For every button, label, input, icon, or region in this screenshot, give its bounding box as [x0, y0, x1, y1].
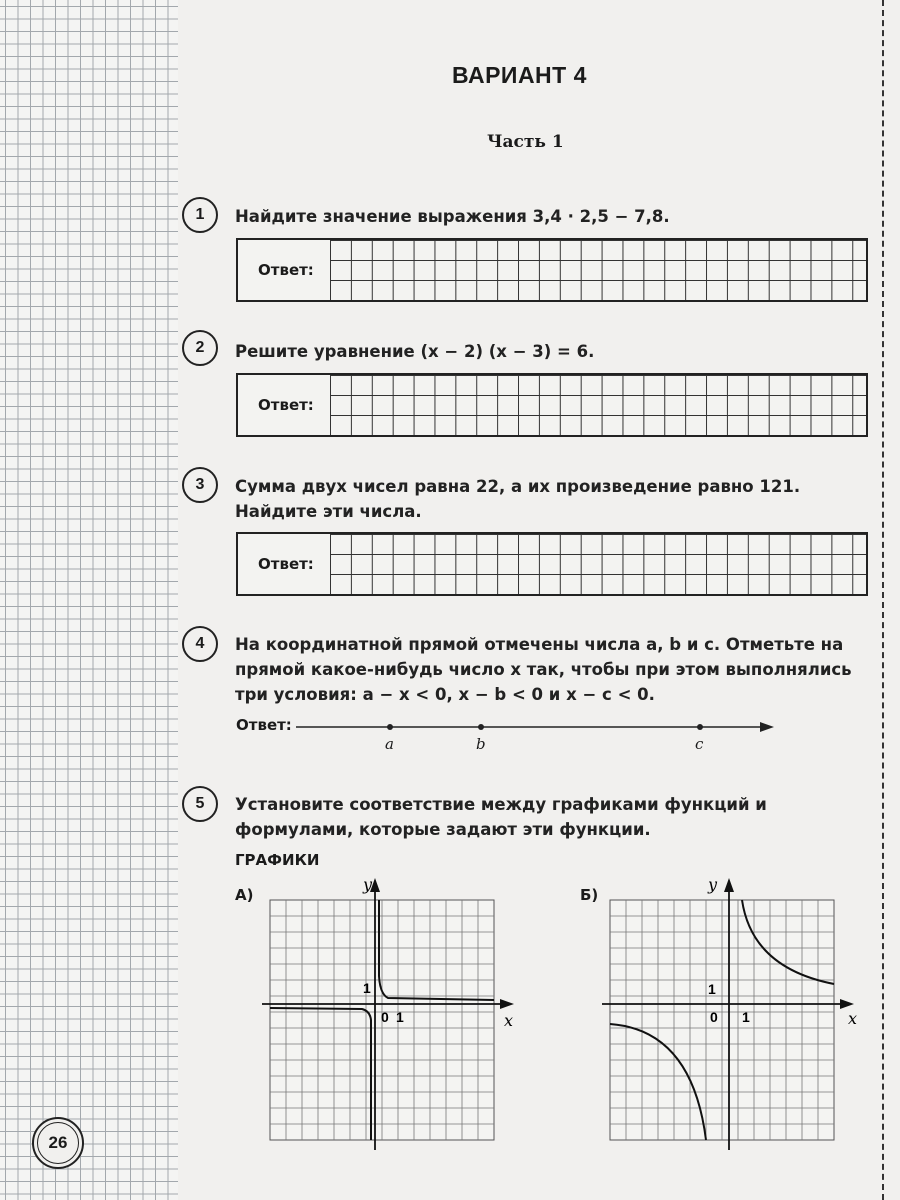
graph-b-unit-y: 1: [708, 981, 716, 997]
graphs-caption: ГРАФИКИ: [235, 851, 320, 869]
question-text-3: Сумма двух чисел равна 22, а их произведение равно 121. Найдите эти числа.: [235, 477, 801, 521]
graph-b-unit-x: 1: [742, 1009, 750, 1025]
answer-cells[interactable]: [330, 534, 866, 594]
graph-b-x-label: x: [848, 1009, 858, 1028]
question-number-3: 3: [182, 467, 218, 503]
answer-box-1[interactable]: [236, 238, 868, 302]
answer-box-3[interactable]: [236, 532, 868, 596]
question-number-5: 5: [182, 786, 218, 822]
page-number: 26: [32, 1117, 84, 1169]
number-line[interactable]: [296, 716, 786, 738]
question-number-4: 4: [182, 626, 218, 662]
graph-a-x-label: x: [504, 1011, 514, 1030]
point-b-marker: [478, 724, 484, 730]
graph-a-letter: А): [235, 886, 254, 904]
answer-cells[interactable]: [330, 375, 866, 435]
point-a-label: a: [385, 735, 394, 753]
answer-label: Ответ:: [258, 555, 314, 573]
graph-a-x-arrow: [500, 999, 514, 1009]
answer-label: Ответ:: [236, 716, 292, 734]
question-text-4: На координатной прямой отмечены числа a, b и c. Отметьте на прямой какое-нибудь число x так, чтобы при этом выполнялись три условия: a − x < 0, x − b < 0 и x − c < 0.: [235, 635, 852, 704]
margin-grid: [0, 0, 178, 1200]
graph-b-letter: Б): [580, 886, 599, 904]
point-c-label: c: [695, 735, 704, 753]
page-title: ВАРИАНТ 4: [452, 62, 587, 88]
point-b-label: b: [476, 735, 486, 753]
answer-cells[interactable]: [330, 240, 866, 300]
graph-b-origin: 0: [710, 1009, 718, 1025]
graph-a: [262, 868, 524, 1150]
question-text-1: Найдите значение выражения 3,4 · 2,5 − 7,8.: [235, 207, 670, 226]
question-text-2: Решите уравнение (x − 2) (x − 3) = 6.: [235, 342, 595, 361]
point-c-marker: [697, 724, 703, 730]
graph-b: [602, 868, 864, 1150]
graph-b-grid: [610, 900, 834, 1140]
question-text-5: Установите соответствие между графиками функций и формулами, которые задают эти функции.: [235, 795, 767, 839]
answer-label: Ответ:: [258, 261, 314, 279]
graph-b-x-arrow: [840, 999, 854, 1009]
graph-b-y-arrow: [724, 878, 734, 892]
graph-a-origin: 0: [381, 1009, 389, 1025]
question-number-2: 2: [182, 330, 218, 366]
graph-a-unit-y: 1: [363, 980, 371, 996]
graph-a-unit-x: 1: [396, 1009, 404, 1025]
number-line-arrow: [760, 722, 774, 732]
graph-a-y-label: y: [363, 875, 373, 894]
point-a-marker: [387, 724, 393, 730]
answer-label: Ответ:: [258, 396, 314, 414]
part-title: Часть 1: [487, 132, 564, 152]
graph-b-y-label: y: [708, 875, 718, 894]
cut-line: [882, 0, 884, 1200]
answer-box-2[interactable]: [236, 373, 868, 437]
question-number-1: 1: [182, 197, 218, 233]
